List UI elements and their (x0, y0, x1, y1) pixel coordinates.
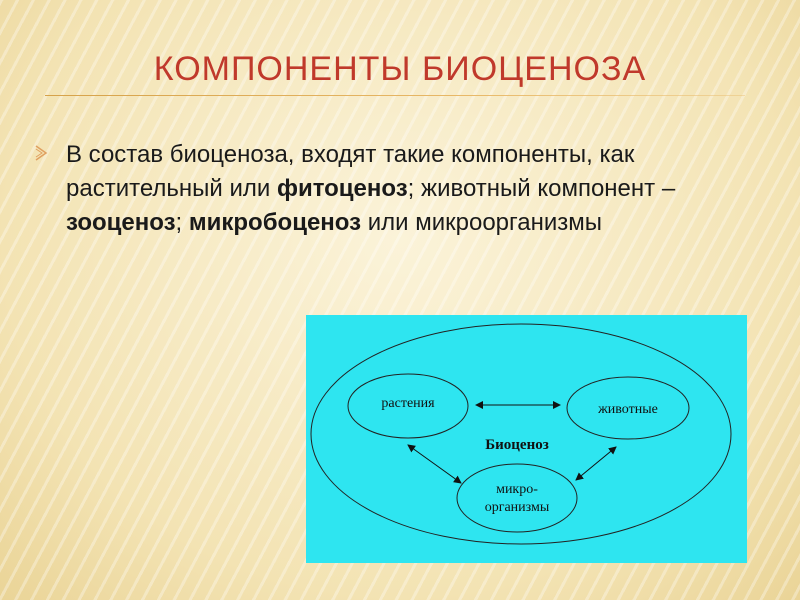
micro-label-line2: организмы (484, 500, 550, 515)
micro-label-line1: микро- (496, 482, 538, 497)
bullet-text (66, 138, 756, 240)
text-part-4: или микроорганизмы (361, 209, 603, 236)
diamond-bullet-icon (34, 145, 50, 161)
diagram-svg (306, 315, 747, 563)
plants-label: растения (381, 396, 435, 411)
arrow-plants-micro (408, 445, 461, 483)
biocenosis-label: Биоценоз (485, 437, 549, 453)
text-part-1: В состав биоценоза, входят такие компоненты, как растительный или (66, 141, 635, 202)
title-underline (45, 95, 745, 96)
text-part-3: ; (175, 209, 189, 236)
text-part-2: ; животный компонент – (407, 175, 676, 202)
term-microbocenosis: микробоценоз (188, 209, 362, 236)
slide-title: КОМПОНЕНТЫ БИОЦЕНОЗА (153, 50, 647, 88)
microorganisms-ellipse (457, 464, 577, 532)
animals-label: животные (598, 402, 658, 417)
biocenosis-diagram (306, 315, 747, 563)
term-zoocenosis: зооценоз (66, 209, 176, 236)
arrow-animals-micro (576, 447, 616, 480)
term-phytocenosis: фитоценоз (276, 175, 408, 202)
